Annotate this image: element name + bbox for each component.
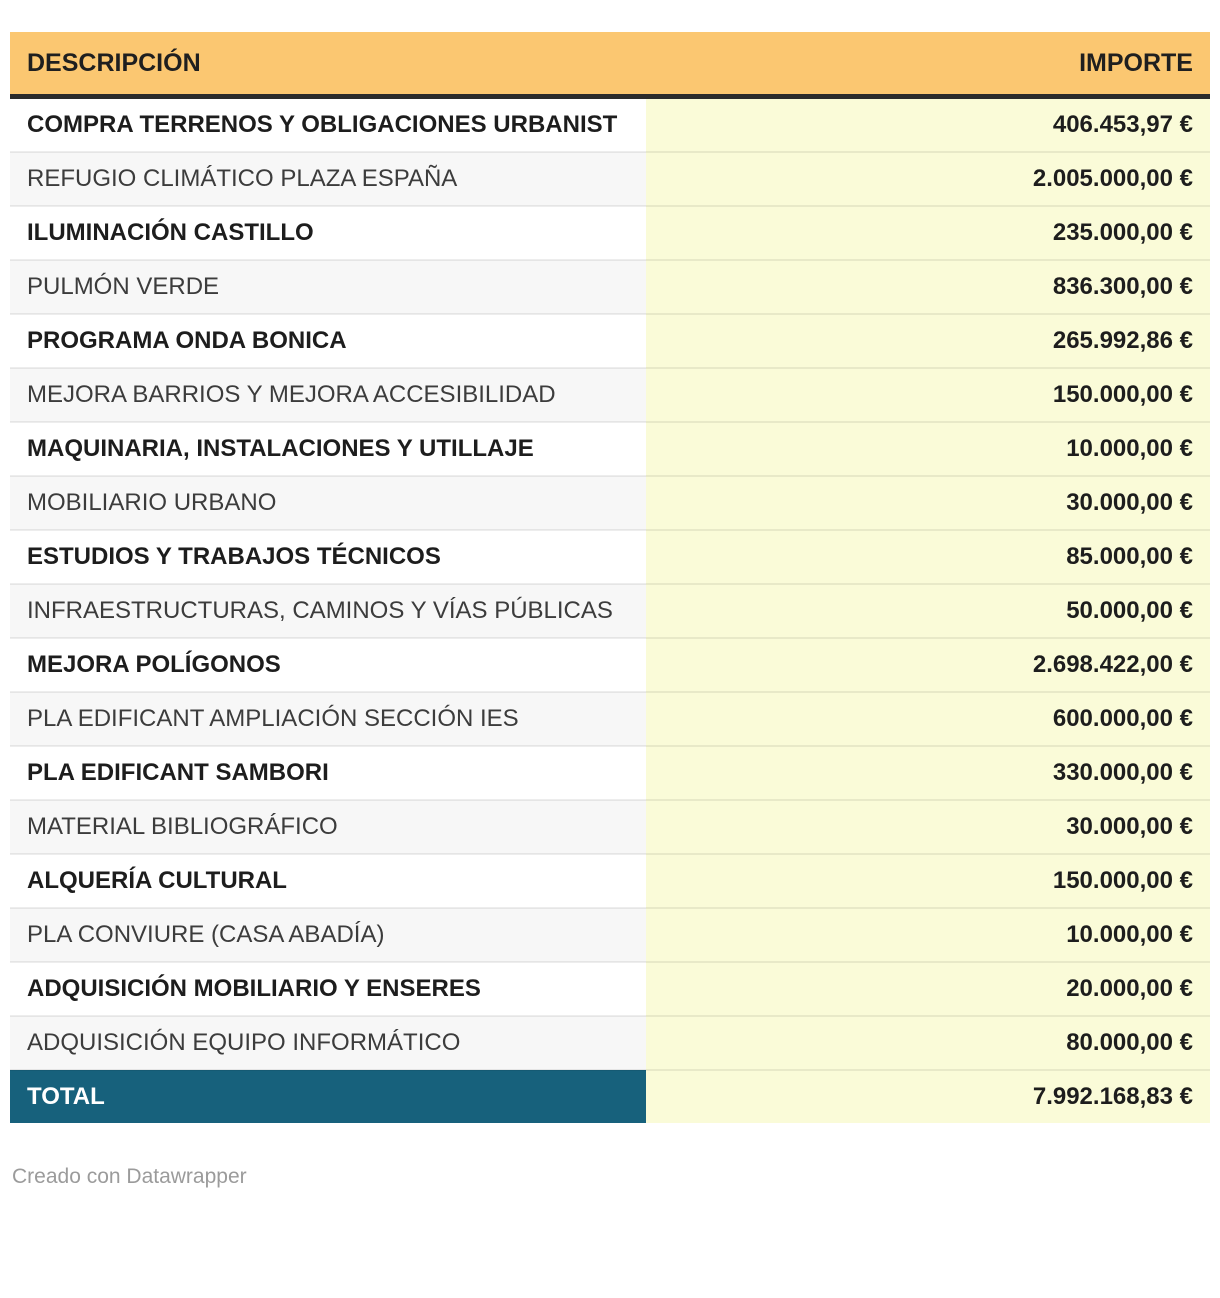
description-cell: MAQUINARIA, INSTALACIONES Y UTILLAJE (10, 422, 646, 476)
total-row (10, 1070, 1210, 1123)
budget-table-container (10, 32, 1210, 1123)
description-cell: ADQUISICIÓN MOBILIARIO Y ENSERES (10, 962, 646, 1016)
datawrapper-credit-link[interactable]: Creado con Datawrapper (12, 1165, 247, 1188)
description-cell: MEJORA BARRIOS Y MEJORA ACCESIBILIDAD (10, 368, 646, 422)
description-cell: PLA CONVIURE (CASA ABADÍA) (10, 908, 646, 962)
table-row (10, 476, 1210, 530)
description-cell: PULMÓN VERDE (10, 260, 646, 314)
column-header-descripcion: DESCRIPCIÓN (10, 32, 646, 97)
table-row (10, 422, 1210, 476)
description-cell: MOBILIARIO URBANO (10, 476, 646, 530)
table-row (10, 746, 1210, 800)
description-cell: REFUGIO CLIMÁTICO PLAZA ESPAÑA (10, 152, 646, 206)
description-cell: COMPRA TERRENOS Y OBLIGACIONES URBANIST (10, 97, 646, 153)
amount-cell: 235.000,00 € (646, 206, 1210, 260)
table-row (10, 638, 1210, 692)
table-row (10, 314, 1210, 368)
budget-table (10, 32, 1210, 1123)
description-cell: PLA EDIFICANT AMPLIACIÓN SECCIÓN IES (10, 692, 646, 746)
table-row (10, 530, 1210, 584)
amount-cell: 85.000,00 € (646, 530, 1210, 584)
amount-cell: 836.300,00 € (646, 260, 1210, 314)
amount-cell: 330.000,00 € (646, 746, 1210, 800)
table-row (10, 854, 1210, 908)
amount-cell: 150.000,00 € (646, 368, 1210, 422)
table-row (10, 908, 1210, 962)
total-amount-cell: 7.992.168,83 € (646, 1070, 1210, 1123)
table-row (10, 206, 1210, 260)
description-cell: ILUMINACIÓN CASTILLO (10, 206, 646, 260)
amount-cell: 80.000,00 € (646, 1016, 1210, 1070)
description-cell: ESTUDIOS Y TRABAJOS TÉCNICOS (10, 530, 646, 584)
table-row (10, 584, 1210, 638)
header-row (10, 32, 1210, 97)
description-cell: INFRAESTRUCTURAS, CAMINOS Y VÍAS PÚBLICAS (10, 584, 646, 638)
total-label-cell: TOTAL (10, 1070, 646, 1123)
amount-cell: 20.000,00 € (646, 962, 1210, 1016)
description-cell: MATERIAL BIBLIOGRÁFICO (10, 800, 646, 854)
description-cell: MEJORA POLÍGONOS (10, 638, 646, 692)
amount-cell: 10.000,00 € (646, 908, 1210, 962)
amount-cell: 2.005.000,00 € (646, 152, 1210, 206)
description-cell: PLA EDIFICANT SAMBORI (10, 746, 646, 800)
amount-cell: 2.698.422,00 € (646, 638, 1210, 692)
amount-cell: 50.000,00 € (646, 584, 1210, 638)
column-header-importe: IMPORTE (646, 32, 1210, 97)
table-row (10, 97, 1210, 153)
table-row (10, 962, 1210, 1016)
amount-cell: 30.000,00 € (646, 800, 1210, 854)
table-row (10, 800, 1210, 854)
table-row (10, 152, 1210, 206)
description-cell: ALQUERÍA CULTURAL (10, 854, 646, 908)
table-row (10, 368, 1210, 422)
amount-cell: 406.453,97 € (646, 97, 1210, 153)
table-row (10, 260, 1210, 314)
amount-cell: 30.000,00 € (646, 476, 1210, 530)
amount-cell: 600.000,00 € (646, 692, 1210, 746)
description-cell: ADQUISICIÓN EQUIPO INFORMÁTICO (10, 1016, 646, 1070)
table-row (10, 1016, 1210, 1070)
description-cell: PROGRAMA ONDA BONICA (10, 314, 646, 368)
amount-cell: 265.992,86 € (646, 314, 1210, 368)
table-row (10, 692, 1210, 746)
amount-cell: 150.000,00 € (646, 854, 1210, 908)
amount-cell: 10.000,00 € (646, 422, 1210, 476)
